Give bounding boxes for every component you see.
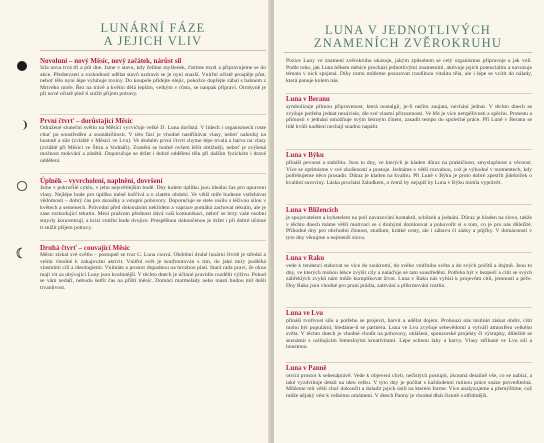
right-page [274,0,544,443]
section-virgo [286,365,532,399]
section-heading: Luna ve Lvu [286,310,324,317]
section-new-moon [40,57,266,98]
left-page [0,0,270,443]
section-leo [286,310,532,351]
section-last-quarter [40,244,266,292]
section-first-quarter [40,117,266,165]
left-title-line2: A JEJICH VLIV [103,34,203,48]
section-divider [40,240,266,241]
section-heading: Luna v Beranu [286,96,330,103]
section-heading: Druhá čtvrť – couvající Měsíc [40,244,130,252]
section-heading: První čtvrť – dorůstající Měsíc [40,117,133,125]
section-text: Síla nova trvá tři a půl dne. Jsme v stavu, kdy čelíme myšlenek, čistíme mysl a připravujeme se do akce. Předsevzetí a rozhodnutí udělat stavů uzdravit se je nyní snazší. Vnitřní očistě prospěje půst, neboť tělo nyní lépe vyluhuje toxiny. Do koupele přidejte olejíc, pokožce dopřejte zábal s bahnem z Mrtvého moře. Řez na trávě a květin dělá lepším, velkým v růstu, se naopak připraví. Otrokyně je při nové očistě plně ti snížit příjem potravy. [40,65,266,98]
section-text: přináší pevnost a stabilitu. Jsou to dny, ve kterých je kladen důraz na praktičnost, smysluplnost a věcnost. Více se optimisme v své zkušenosti a postoje. Jednáme s větší rozvahou, což je výhodné v momentech, kdy potřebujeme něco prosadit. Důraz je kladen na kvalitu. Při Luně v Býku je proto dobré zpestřit jídelníček o kvalitní suroviny. Láska prochází žaludkem, o čemž by nejspíš by Luna v Býku mohla vyprávět. [286,160,532,186]
full-moon-icon [16,180,28,192]
section-text: vede k tendenci stahovat se více do soukromí, do svého vnitřního světa a do svých počítů a dojmů. Jsou to dny, ve kterých mohou lehce zvýšit cily a nalaďuje se tam soustředění. Potřeba být v bezpečí a cítit se svých zabřeklých zvyků nám může komplikovat život. Luna v Raku nás vybízí k projevům citů, jemnosti a péče. Dny Raka jsou vhodné pro praní prádla, zalévání a přikrmování rostlin. [286,263,532,289]
right-title-line2: ZNAMENÍCH ZVĚROKRUHU [313,36,503,50]
section-text: Odražené sluneční světlo na Měsíci vycvičuje velké D. Luna dorůstá. V lidech i organismech roste chuť po soustředění a sounáležitosti. V této fázi je vhodné nastřihávat vlasy, neboť nahoduj na hustotě a síle (zvláště v Měsíci ve Lvu). Ve druhém první čtvrti chytne lépe trvalá a barva na vlasy (zvláště při Měsíci ve Štíru a Vodnáři). Zranění se hodně ovšem léčit obtížněji, neboť je zvýšená možnost mokvání a zánětů. Doporučuje se držet i dobré oddělení tělu při dalším fyzickém i dravé oddělení. [40,125,266,164]
section-divider [286,204,532,205]
section-text: Měsíc získal své světlo – postupně se tvar C. Luna couvá. Obdobní druhé lunární čtvrtě je střední a velmi vhodné k zahajování aktivit. Vnitřní svět je konfrontován s tím, do jaké míry podléhá vlastními cíli a ideologiemi. Vnímáte a prostor dopadnou na hrozbou platí. Stará rada praví, že okna mají vit za ubývající Luny jsou kvalitnější. V těchto dnech je účinné pravidlo rozdělit výživu. Pokud se vám nedaří, nebudu šetřit čas na příští měsíc. Domácí marmelády nebo mastí budou mít delší trvanlivost. [40,252,266,291]
right-page-title [284,24,532,50]
section-full-moon [40,177,266,231]
section-text: symbolizuje přímou připravenost, která nostalgii, je-li nečím zaujata, nevhání jednat. V těchto dnech se zvyšuje potřeba jednat nezávisle, dle své vlastní přirozenosti. Ve hře je více netrpělivosti a spěchu. Protestu a přímosti v jednání umožňuje svým šetrným činem, zasadit tempo do společné práce. Při Luně v Beranu se lidé kvůli nadšení nechají snadno napálit. [286,104,532,130]
left-page-title [40,22,266,48]
section-divider [286,93,532,94]
left-title-line1: LUNÁRNÍ FÁZE [100,21,206,35]
section-aries [286,96,532,130]
section-text: je spojovatelem a hybatelem na poli navazování kontaktů, schůzek a jednání. Důraz je kladen na slovo, takže v těchto dnech máme větší motivaci se s druhými domlouvat a pohovořit si o tom, co je pro nás důležité. Příhodné dny pro obchodní činnost, studium, krátké cesty, ale i zábavu či sázky a půjčky. V domácnosti v tyto dny věnujme a nejmenší slova. [286,215,532,241]
right-title-line1: LUNA V JEDNOTLIVÝCH [324,23,492,37]
new-moon-icon [16,60,28,72]
left-title-rule [40,50,266,51]
section-heading: Úplněk – vyvrcholení, naplnění, dovršení [40,177,163,185]
right-title-rule [284,52,532,53]
section-heading: Luna v Býku [286,152,324,159]
section-text: otvírá prostor k sebenáprávě. Vede k objevení chyb, nečistých postupů, zkoumá detailně vše, co se nabízí, a také vyzdvihuje detail na ideu celku. V tyto dny je počítat s každodenní rutinou práce snáze proveditelná. Můžeme mít větší chuť dokončit a doladit jejich úsilí na kterém forme. Více analyzujeme a přemýšlíme, což může nějaký vést k velkému omámení. V dnech Panny je vhodné dbát čistotě a střídmější. [286,373,532,399]
intro-paragraph [286,58,532,84]
section-divider [40,173,266,174]
section-heading: Novoluní – nový Měsíc, nový začátek, nárůst sil [40,57,182,65]
section-text: přináší tvořivost sílu a potřebu se projevit, barvit a udělat dojem. Probouzí nás instinkt získat obdiv, cítit mohu být populární, hledáme-li se partnera. Luna ve Lvu zvyšuje sebevědomí a vytváří atmosféru velkého světa. V těchto dnech je vhodné chodit na pohovory, ohlášení, sponzorské projekty či výstupky, důležité se seznámit s oslňujícím řemeslnými kreativitami. Lépe schnou lahy a barvy. Vlasy stříhané ve Lvu sílí a houstnou. [286,318,532,351]
section-heading: Luna v Panně [286,365,327,372]
section-divider [286,362,532,363]
section-gemini [286,207,532,241]
section-divider [286,149,532,150]
section-divider [40,114,266,115]
waxing-moon-icon [16,119,28,131]
section-cancer [286,255,532,289]
intro-text: Pozice Luny ve znamení zvěrokruhu ukazuje, jakým způsobem se celý organismus připravuje a jak volí. Podle toho, jak Luna během měsíce prochází jednotlivými znameními, aktivuje jejich potencialitu a navozuje témata v nich spojená. Díky tomu můžeme pozorovat rozdílnou vitalitu těla, ale i lépe se vcítit do nálady, která panuje kolem nás. [286,58,532,84]
section-heading: Luna v Blížencích [286,207,339,214]
section-divider [286,252,532,253]
section-text: Jsme v pokročilé cyklu, v jeho nejsvětlejším bodě. Dny kolem úplňku jsou ideální čas pro upravení vlasy. Nejlépe bude pro úplňku méně hořčivá a o zlatém období. Ve větší míře budeme vstřebávat vědomosti – dobrý čas pro zkoušky a vstupní pohovory. Doporučuje se stele rosilu s léčivou silou v květech a semenech. Průvodní před dokonáním neklidem a vaprace pomáhá zachovat tekutin, ale je zase rozhodující tekutin. Mezi pražcem přednost dává vaší komunikaci, neboť se brzy vaše osobní smysly koncentrují, a krizi vnitřní bude dvojice. Prospěšnou dokončenou je držet i při dobré účinné ti snížit příjem potravy. [40,185,266,231]
waning-moon-icon [16,247,28,259]
section-divider [286,307,532,308]
section-heading: Luna v Raku [286,255,325,262]
section-taurus [286,152,532,186]
